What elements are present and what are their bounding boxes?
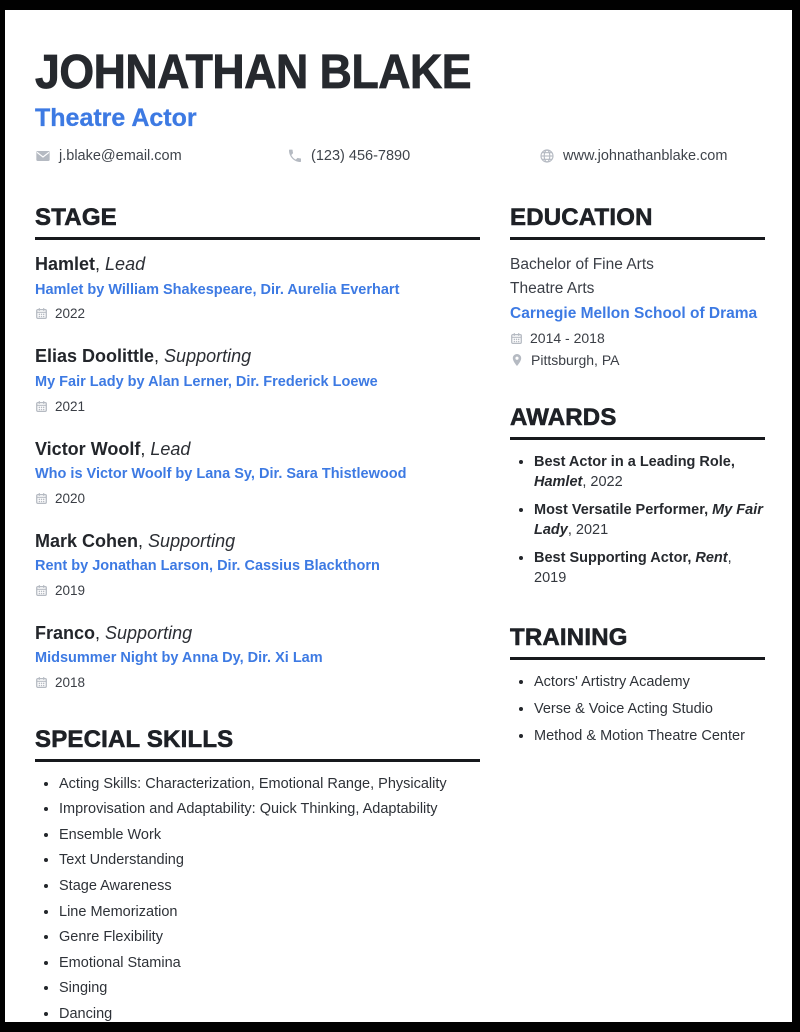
award-item <box>534 501 765 540</box>
content-columns <box>35 204 765 1032</box>
awards-list <box>510 453 765 588</box>
year-row <box>35 675 480 690</box>
left-column <box>35 204 480 1032</box>
dates-text: 2014 - 2018 <box>530 330 605 347</box>
email-contact[interactable] <box>35 148 287 164</box>
award-show: Rent <box>695 550 728 567</box>
website-text: www.johnathanblake.com <box>563 148 728 165</box>
year-text: 2018 <box>55 674 86 690</box>
separator: , <box>687 550 696 567</box>
resume-header <box>35 48 765 164</box>
school-link[interactable]: Carnegie Mellon School of Drama <box>510 304 758 322</box>
year-text: 2022 <box>55 306 86 322</box>
production-credit-link[interactable]: Who is Victor Woolf by Lana Sy, Dir. Sara Thistlewood <box>35 466 407 483</box>
billing-type: Lead <box>150 438 191 459</box>
skill-item: • Line Memorization <box>59 903 480 923</box>
training-item: • Verse & Voice Acting Studio <box>534 700 765 720</box>
stage-section <box>35 204 480 689</box>
skills-list <box>35 775 480 1025</box>
stage-entry <box>35 622 480 690</box>
award-title: Best Supporting Actor <box>534 550 688 567</box>
stage-entry <box>35 530 480 598</box>
calendar-icon <box>35 492 48 505</box>
phone-text: (123) 456-7890 <box>311 148 411 165</box>
year-text: 2019 <box>55 582 86 598</box>
separator: , <box>95 254 106 275</box>
separator: , <box>138 530 149 551</box>
location-text: Pittsburgh, PA <box>531 352 620 369</box>
award-year: 2022 <box>590 473 623 490</box>
award-item <box>534 453 765 492</box>
award-year: 2021 <box>575 521 609 538</box>
stage-entry-title <box>35 345 480 368</box>
globe-icon <box>539 148 555 164</box>
skill-item: • Stage Awareness <box>59 877 480 897</box>
award-title: Most Versatile Performer <box>534 502 705 519</box>
skill-item: • Acting Skills: Characterization, Emotional Range, Physicality <box>59 775 480 795</box>
stage-entry-title <box>35 622 480 645</box>
award-year: 2019 <box>534 569 567 586</box>
role-name: Franco <box>35 622 96 643</box>
job-title: Theatre Actor <box>35 104 197 133</box>
stage-entry <box>35 253 480 321</box>
skill-item: • Dancing <box>59 1005 480 1025</box>
skill-item: • Improvisation and Adaptability: Quick Thinking, Adaptability <box>59 800 480 820</box>
year-row <box>35 306 480 321</box>
training-section <box>510 624 765 746</box>
skill-item: • Emotional Stamina <box>59 954 480 974</box>
stage-entry-title <box>35 253 480 276</box>
separator: , <box>154 346 165 367</box>
awards-heading: AWARDS <box>510 404 765 440</box>
award-show: My Fair Lady <box>534 502 763 538</box>
field-text: Theatre Arts <box>510 279 595 297</box>
stage-entry-title <box>35 438 480 461</box>
calendar-icon <box>510 332 523 345</box>
stage-heading: STAGE <box>35 204 480 240</box>
production-credit-link[interactable]: Midsummer Night by Anna Dy, Dir. Xi Lam <box>35 650 323 667</box>
skill-item: • Genre Flexibility <box>59 928 480 948</box>
calendar-icon <box>35 400 48 413</box>
calendar-icon <box>35 584 48 597</box>
skill-item: • Ensemble Work <box>59 826 480 846</box>
special-skills-heading: SPECIAL SKILLS <box>35 726 480 762</box>
award-title: Best Actor in a Leading Role <box>534 454 731 471</box>
dates-row <box>510 330 765 346</box>
location-pin-icon <box>510 353 524 367</box>
training-item: • Method & Motion Theatre Center <box>534 727 765 747</box>
stage-entry <box>35 345 480 413</box>
year-text: 2020 <box>55 490 86 506</box>
award-item <box>534 549 765 588</box>
contact-row <box>35 148 765 164</box>
role-name: Victor Woolf <box>35 438 141 459</box>
separator: , <box>95 622 106 643</box>
separator: , <box>567 521 576 538</box>
year-row <box>35 583 480 598</box>
phone-icon <box>287 148 303 164</box>
production-credit-link[interactable]: Rent by Jonathan Larson, Dir. Cassius Blackthorn <box>35 558 380 575</box>
separator: , <box>730 454 735 471</box>
separator: , <box>727 550 732 567</box>
billing-type: Lead <box>105 254 146 275</box>
education-heading: EDUCATION <box>510 204 765 240</box>
phone-contact[interactable] <box>287 148 539 164</box>
location-row <box>510 352 765 368</box>
degree-text: Bachelor of Fine Arts <box>510 256 654 274</box>
person-name: JOHNATHAN BLAKE <box>35 46 472 99</box>
website-contact[interactable] <box>539 148 727 164</box>
role-name: Hamlet <box>35 254 96 275</box>
special-skills-section <box>35 726 480 1025</box>
stage-entry <box>35 438 480 506</box>
billing-type: Supporting <box>164 346 252 367</box>
role-name: Mark Cohen <box>35 530 139 551</box>
year-text: 2021 <box>55 398 86 414</box>
production-credit-link[interactable]: My Fair Lady by Alan Lerner, Dir. Frederick Loewe <box>35 373 378 390</box>
calendar-icon <box>35 307 48 320</box>
envelope-icon <box>35 148 51 164</box>
training-item: • Actors' Artistry Academy <box>534 673 765 693</box>
year-row <box>35 399 480 414</box>
awards-section <box>510 404 765 588</box>
separator: , <box>704 502 713 519</box>
separator: , <box>140 438 151 459</box>
billing-type: Supporting <box>105 622 193 643</box>
stage-entry-title <box>35 530 480 553</box>
award-show: Hamlet <box>534 473 583 490</box>
skill-item: • Singing <box>59 979 480 999</box>
calendar-icon <box>35 676 48 689</box>
training-list <box>510 673 765 746</box>
education-section <box>510 204 765 368</box>
production-credit-link[interactable]: Hamlet by William Shakespeare, Dir. Aurelia Everhart <box>35 281 400 298</box>
training-heading: TRAINING <box>510 624 765 660</box>
separator: , <box>582 473 591 490</box>
email-text: j.blake@email.com <box>59 148 182 165</box>
billing-type: Supporting <box>148 530 236 551</box>
skill-item: • Text Understanding <box>59 851 480 871</box>
role-name: Elias Doolittle <box>35 346 155 367</box>
year-row <box>35 491 480 506</box>
right-column <box>510 204 765 1032</box>
